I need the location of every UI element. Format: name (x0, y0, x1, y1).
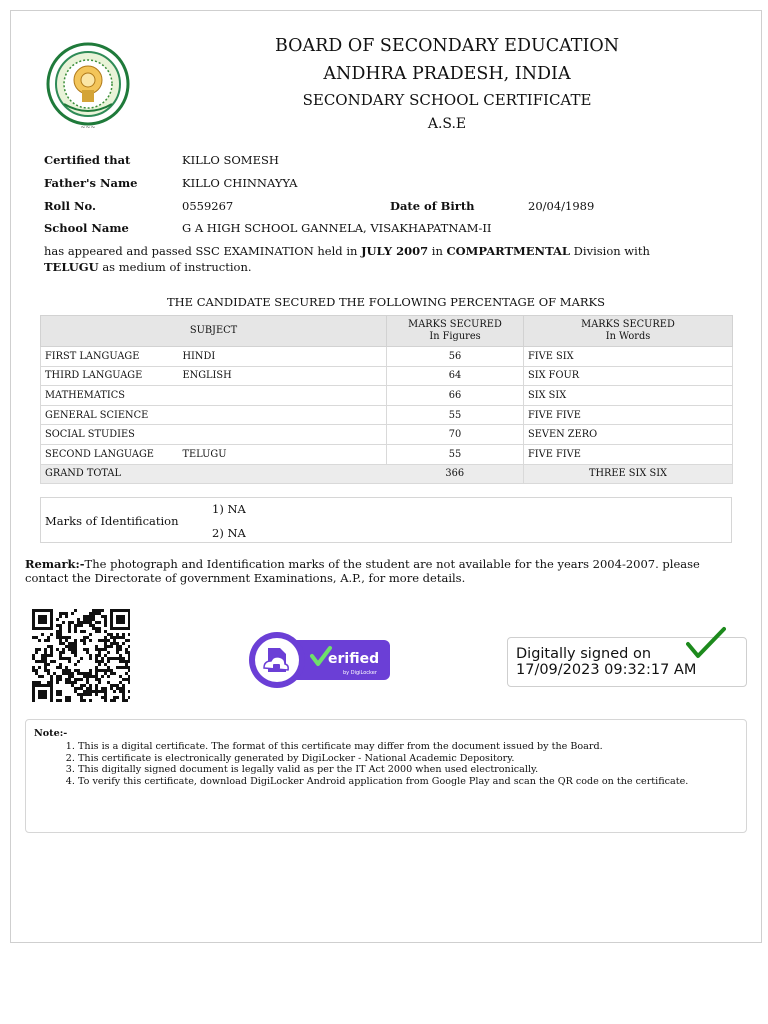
grand-total-figures: 366 (387, 464, 524, 484)
figures-cell: 55 (387, 444, 524, 464)
signature-label: Digitally signed on (516, 646, 652, 662)
statement-text-1: has appeared and passed SSC EXAMINATION held in (44, 244, 362, 258)
figures-cell: 70 (387, 425, 524, 445)
subject-cell: THIRD LANGUAGE (41, 366, 179, 386)
list-item: 4. To verify this certificate, download DigiLocker Android application from Google Play and scan the QR code on the certificate. (78, 776, 718, 788)
figures-cell: 55 (387, 405, 524, 425)
identification-label: Marks of Identification (45, 514, 179, 528)
signature-timestamp: 17/09/2023 09:32:17 AM (516, 662, 697, 678)
table-row (41, 347, 733, 367)
statement-text-3: Division with (570, 244, 650, 258)
student-name: KILLO SOMESH (182, 153, 279, 167)
table-row (41, 444, 733, 464)
note-box (25, 719, 747, 833)
father-label: Father's Name (44, 176, 138, 190)
school-label: School Name (44, 221, 129, 235)
words-cell: SIX SIX (524, 386, 733, 406)
certified-label: Certified that (44, 153, 131, 167)
marks-table (40, 315, 733, 484)
exam-month: JULY 2007 (361, 244, 429, 258)
list-item: 3. This digitally signed document is legally valid as per the IT Act 2000 when used electronically. (78, 764, 718, 776)
words-cell: FIVE FIVE (524, 444, 733, 464)
subject-cell: GENERAL SCIENCE (41, 405, 179, 425)
father-name: KILLO CHINNAYYA (182, 176, 298, 190)
identification-mark-1: 1) NA (212, 502, 246, 516)
grand-total-row (41, 464, 733, 484)
subject-header: SUBJECT (41, 316, 387, 347)
language-cell (179, 405, 387, 425)
statement-text-2: in (428, 244, 447, 258)
certificate-type: SECONDARY SCHOOL CERTIFICATE (302, 91, 592, 109)
language-cell: HINDI (179, 347, 387, 367)
qr-code-icon[interactable] (30, 607, 130, 702)
language-cell (179, 425, 387, 445)
subject-cell: SECOND LANGUAGE (41, 444, 179, 464)
school-name: G A HIGH SCHOOL GANNELA, VISAKHAPATNAM-II (182, 221, 492, 235)
words-header-line1: MARKS SECURED (581, 319, 675, 330)
medium: TELUGU (44, 260, 99, 274)
remark-label: Remark:- (25, 557, 85, 571)
digilocker-verified-badge (248, 630, 390, 690)
grand-total-words: THREE SIX SIX (524, 464, 733, 484)
identification-box (40, 497, 732, 543)
date-of-birth: 20/04/1989 (528, 199, 595, 213)
ap-state-emblem-icon (44, 42, 132, 132)
certificate-code: A.S.E (427, 116, 467, 132)
note-list (54, 741, 718, 787)
subject-cell: FIRST LANGUAGE (41, 347, 179, 367)
words-cell: FIVE SIX (524, 347, 733, 367)
table-row (41, 425, 733, 445)
identification-mark-2: 2) NA (212, 526, 246, 540)
words-header (524, 316, 733, 347)
language-cell (179, 386, 387, 406)
figures-cell: 66 (387, 386, 524, 406)
language-cell: ENGLISH (179, 366, 387, 386)
verified-subtext: by DigiLocker (343, 670, 377, 676)
note-title: Note:- (34, 728, 68, 739)
statement-text-4: as medium of instruction. (98, 260, 252, 274)
words-header-line2: In Words (605, 331, 651, 342)
remark-text: The photograph and Identification marks of the student are not available for the years 2004-2007. please contact the Directorate of government Examinations, A.P., for more details. (25, 557, 700, 585)
grand-total-label: GRAND TOTAL (41, 464, 387, 484)
marks-title: THE CANDIDATE SECURED THE FOLLOWING PERCENTAGE OF MARKS (166, 295, 606, 309)
words-cell: SEVEN ZERO (524, 425, 733, 445)
subject-cell: SOCIAL STUDIES (41, 425, 179, 445)
list-item: 2. This certificate is electronically generated by DigiLocker - National Academic Depository. (78, 753, 718, 765)
figures-header-line2: In Figures (429, 331, 481, 342)
subject-cell: MATHEMATICS (41, 386, 179, 406)
dob-label: Date of Birth (390, 199, 475, 213)
figures-cell: 56 (387, 347, 524, 367)
list-item: 1. This is a digital certificate. The format of this certificate may differ from the document issued by the Board. (78, 741, 718, 753)
figures-header-line1: MARKS SECURED (408, 319, 502, 330)
figures-cell: 64 (387, 366, 524, 386)
roll-number: 0559267 (182, 199, 234, 213)
table-row (41, 366, 733, 386)
words-cell: FIVE FIVE (524, 405, 733, 425)
verified-text: erified (328, 651, 380, 667)
figures-header (387, 316, 524, 347)
board-title: BOARD OF SECONDARY EDUCATION (274, 36, 620, 56)
words-cell: SIX FOUR (524, 366, 733, 386)
check-mark-icon (686, 626, 726, 660)
table-row (41, 386, 733, 406)
roll-label: Roll No. (44, 199, 96, 213)
remark (25, 557, 735, 585)
state-title: ANDHRA PRADESH, INDIA (323, 64, 571, 84)
svg-text:~~~: ~~~ (80, 124, 96, 131)
exam-statement (44, 243, 704, 275)
marks-header-row (41, 316, 733, 347)
division: COMPARTMENTAL (446, 244, 571, 258)
table-row (41, 405, 733, 425)
language-cell: TELUGU (179, 444, 387, 464)
